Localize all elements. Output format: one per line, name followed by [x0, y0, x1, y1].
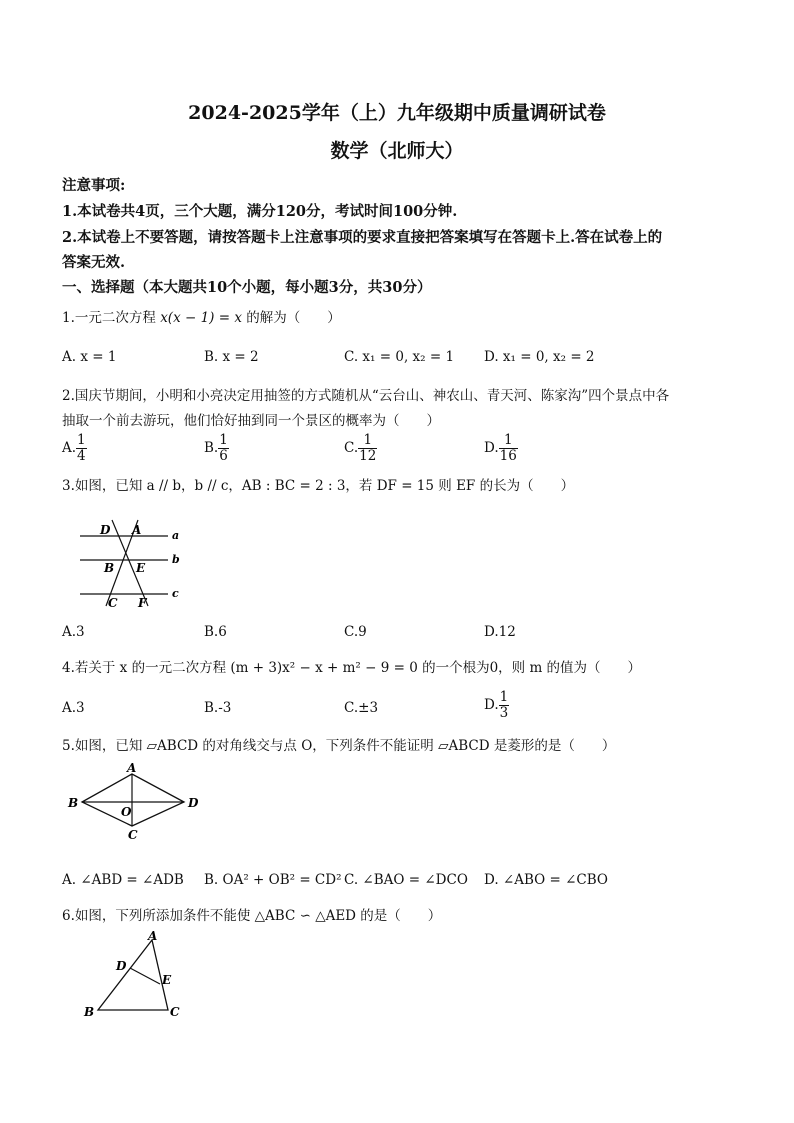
label-D: D [188, 796, 199, 810]
notes-heading: 注意事项: [62, 177, 126, 194]
triangle-figure [80, 928, 190, 1020]
label-E: E [162, 973, 172, 987]
question-2-line-1: 2.国庆节期间，小明和小亮决定用抽签的方式随机从“云台山、神农山、青天河、陈家沟”四个景点中各 [62, 388, 670, 404]
q1-option-a: A. x = 1 [62, 349, 117, 365]
q2-option-d [484, 433, 518, 464]
fraction: $\frac{1}{4}$ [77, 432, 86, 464]
q5-option-a: A. ∠ABD = ∠ADB [62, 872, 184, 888]
label-D: D [100, 523, 111, 537]
question-1-equation: x(x − 1) = x [160, 310, 242, 326]
page-title: 2024-2025学年（上）九年级期中质量调研试卷 [188, 102, 606, 124]
label-C: C [170, 1005, 180, 1019]
q2-option-a-label: A. [62, 440, 77, 456]
label-a: a [172, 529, 180, 542]
label-B: B [84, 1005, 95, 1019]
question-2-line-2: 抽取一个前去游玩，他们恰好抽到同一个景区的概率为（ ） [62, 413, 440, 429]
question-5: 5.如图，已知 ▱ABCD 的对角线交与点 O，下列条件不能证明 ▱ABCD 是菱形的是（ ） [62, 738, 616, 754]
fraction: $\frac{1}{6}$ [219, 432, 228, 464]
label-B: B [68, 796, 79, 810]
label-E: E [136, 561, 146, 575]
label-B: B [104, 561, 115, 575]
label-c: c [172, 587, 179, 600]
label-D: D [116, 959, 127, 973]
q2-option-c [344, 433, 377, 464]
q4-option-d [484, 690, 509, 721]
rhombus-figure [64, 761, 210, 842]
q2-option-b [204, 433, 229, 464]
label-A: A [148, 929, 158, 943]
notes-item-2: 2.本试卷上不要答题，请按答题卡上注意事项的要求直接把答案填写在答题卡上.答在试卷上的 [62, 229, 663, 246]
fraction: $\frac{1}{16}$ [499, 432, 517, 464]
q5-option-c: C. ∠BAO = ∠DCO [344, 872, 468, 888]
label-b: b [172, 553, 180, 566]
label-O: O [121, 805, 132, 819]
page-subtitle: 数学（北师大） [330, 140, 464, 162]
q1-option-b: B. x = 2 [204, 349, 259, 365]
label-A: A [127, 761, 137, 775]
section-1-heading: 一、选择题（本大题共10个小题，每小题3分，共30分） [62, 279, 432, 296]
q2-option-c-label: C. [344, 440, 359, 456]
fraction: $\frac{1}{3}$ [499, 689, 509, 721]
q2-option-b-label: B. [204, 440, 219, 456]
q4-option-b: B.-3 [204, 700, 232, 716]
question-3: 3.如图，已知 a // b，b // c，AB : BC = 2 : 3，若 DF = 15 则 EF 的长为（ ） [62, 478, 575, 494]
question-6: 6.如图，下列所添加条件不能使 △ABC ∽ △AED 的是（ ） [62, 908, 442, 924]
parallel-lines-figure [72, 516, 192, 608]
question-1-prefix: 1.一元二次方程 [62, 310, 156, 326]
q1-option-d: D. x₁ = 0, x₂ = 2 [484, 349, 595, 365]
q5-option-b: B. OA² + OB² = CD² [204, 872, 342, 888]
q3-option-b: B.6 [204, 624, 227, 640]
q2-option-a [62, 433, 87, 464]
label-C: C [128, 828, 138, 842]
q1-option-c: C. x₁ = 0, x₂ = 1 [344, 349, 455, 365]
question-1 [62, 306, 341, 326]
q4-option-d-label: D. [484, 697, 499, 713]
q3-option-c: C.9 [344, 624, 367, 640]
notes-item-2-cont: 答案无效. [62, 254, 126, 271]
label-F: F [138, 596, 147, 610]
q4-option-c: C.±3 [344, 700, 379, 716]
question-1-suffix: 的解为（ ） [246, 310, 341, 326]
q5-option-d: D. ∠ABO = ∠CBO [484, 872, 608, 888]
q2-option-d-label: D. [484, 440, 499, 456]
q4-option-a: A.3 [62, 700, 85, 716]
question-4: 4.若关于 x 的一元二次方程 (m + 3)x² − x + m² − 9 = 0 的一个根为0，则 m 的值为（ ） [62, 660, 642, 676]
label-C: C [108, 596, 118, 610]
notes-item-1: 1.本试卷共4页，三个大题，满分120分，考试时间100分钟. [62, 203, 458, 220]
q3-option-a: A.3 [62, 624, 85, 640]
q3-option-d: D.12 [484, 624, 516, 640]
label-A: A [132, 523, 142, 537]
fraction: $\frac{1}{12}$ [359, 432, 377, 464]
